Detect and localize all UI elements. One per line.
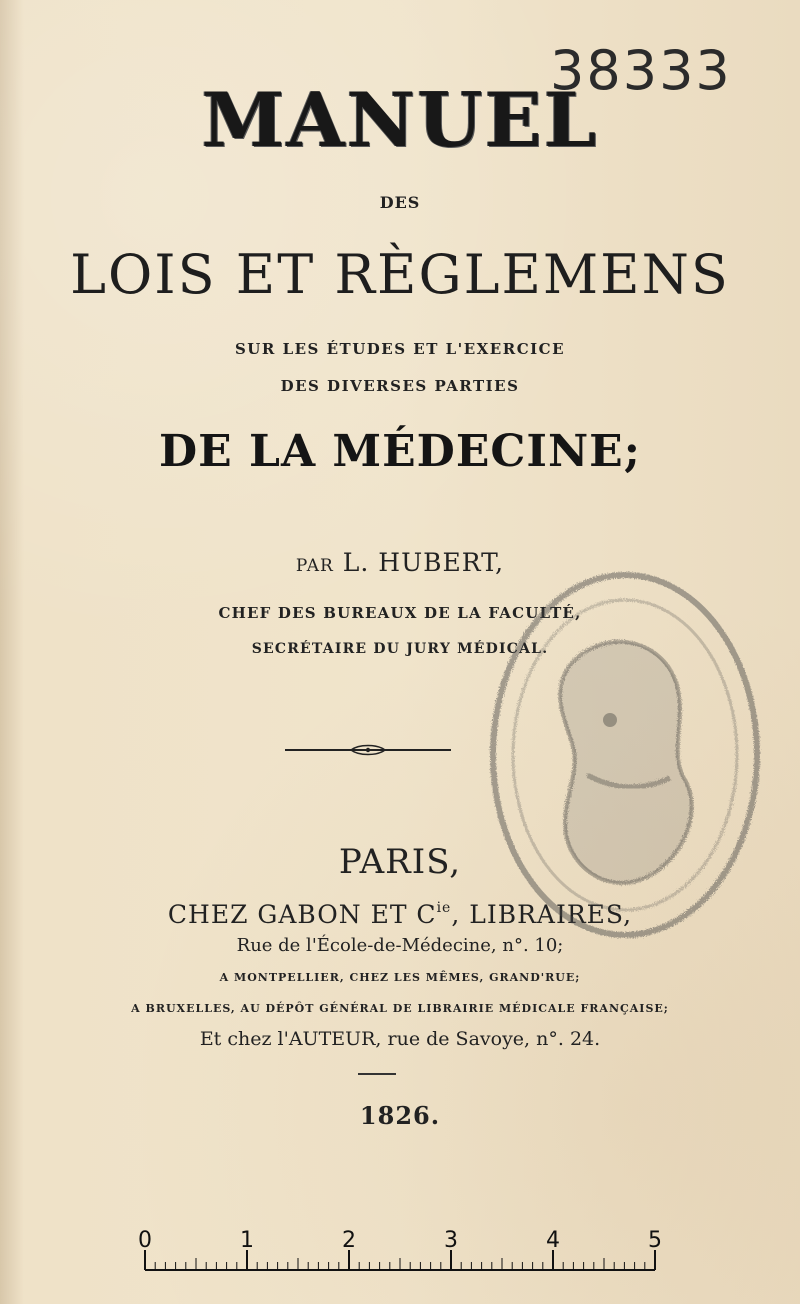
author-name: L. HUBERT,	[342, 548, 505, 577]
measurement-scale	[120, 1222, 680, 1282]
diverses-line: DES DIVERSES PARTIES	[280, 377, 520, 395]
address-line: Rue de l'École-de-Médecine, n°. 10;	[236, 935, 564, 956]
author-line	[0, 548, 800, 577]
ornament-divider	[285, 742, 451, 758]
scale-label-3: 3	[444, 1228, 458, 1253]
montpellier-line: A MONTPELLIER, CHEZ LES MÊMES, GRAND'RUE;	[219, 971, 581, 984]
medecine-line: DE LA MÉDECINE;	[159, 426, 641, 477]
year-rule	[358, 1073, 396, 1075]
sur-line: SUR LES ÉTUDES ET L'EXERCICE	[234, 340, 566, 358]
scale-label-5: 5	[648, 1228, 662, 1253]
author-title-1: CHEF DES BUREAUX DE LA FACULTÉ,	[218, 604, 582, 622]
author-par: PAR	[295, 556, 334, 576]
bruxelles-line: A BRUXELLES, AU DÉPÔT GÉNÉRAL DE LIBRAIRIE MÉDICALE FRANÇAISE;	[131, 1002, 669, 1015]
scale-label-1: 1	[240, 1228, 254, 1253]
main-title: MANUEL	[201, 76, 599, 164]
author-title-2: SECRÉTAIRE DU JURY MÉDICAL.	[251, 641, 549, 657]
publisher-main: CHEZ GABON ET C	[167, 900, 437, 929]
publisher-end: , LIBRAIRES,	[451, 900, 633, 929]
scale-label-4: 4	[546, 1228, 560, 1253]
catalog-number: 38333	[550, 39, 732, 102]
scale-label-0: 0	[138, 1228, 152, 1253]
subtitle: LOIS ET RÈGLEMENS	[70, 243, 730, 306]
scale-label-2: 2	[342, 1228, 356, 1253]
des-line: DES	[379, 193, 421, 212]
city-line: PARIS,	[338, 842, 462, 882]
year: 1826.	[359, 1101, 441, 1130]
publisher-suffix: ie	[436, 900, 452, 916]
author-address-line: Et chez l'AUTEUR, rue de Savoye, n°. 24.	[199, 1028, 601, 1050]
publisher-line	[0, 900, 800, 929]
